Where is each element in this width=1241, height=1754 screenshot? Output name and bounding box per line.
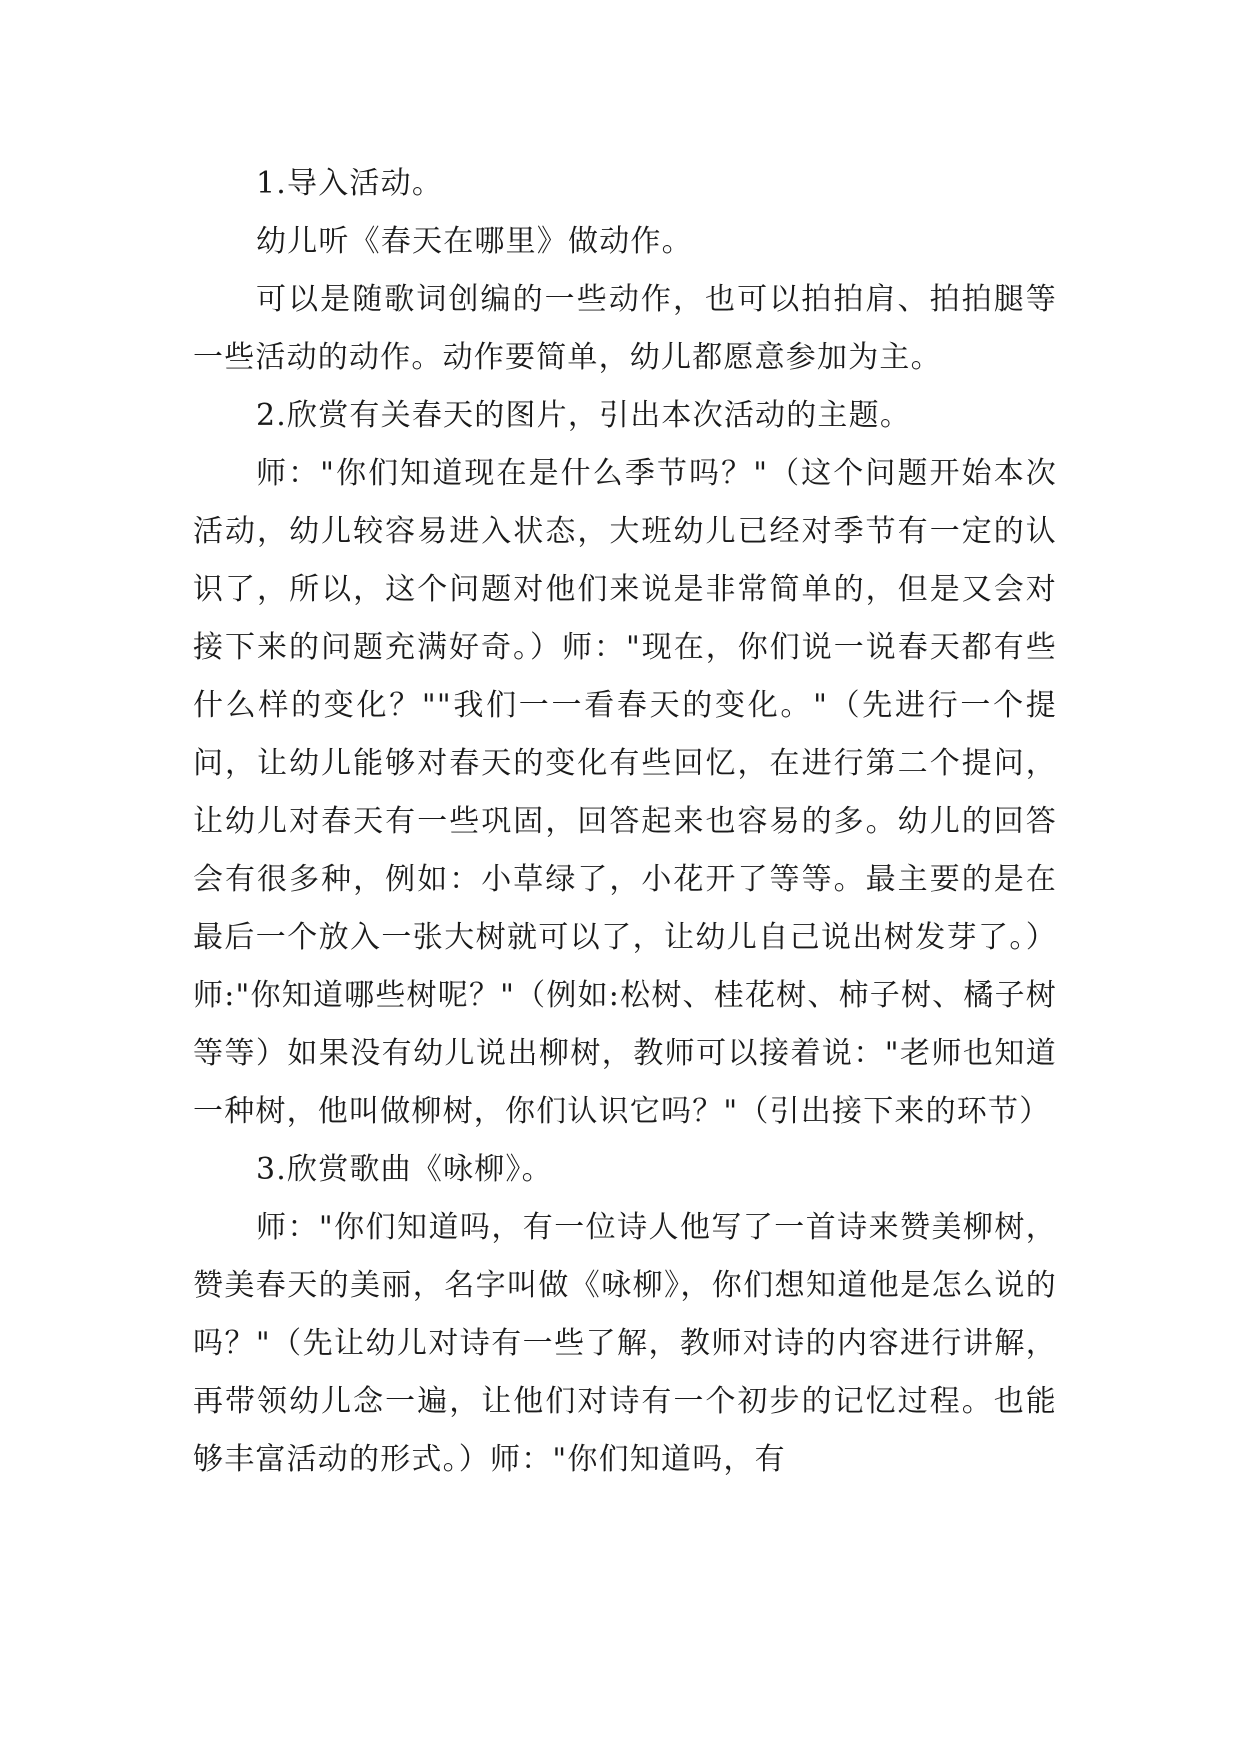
document-body (193, 155, 1057, 1489)
section-heading-3: 3.欣赏歌曲《咏柳》。 (256, 1152, 553, 1187)
paragraph-activity-intro: 幼儿听《春天在哪里》做动作。 (256, 224, 693, 259)
section-heading-2: 2.欣赏有关春天的图片，引出本次活动的主题。 (256, 398, 912, 433)
paragraph-movement-note: 可以是随歌词创编的一些动作，也可以拍拍肩、拍拍腿等一些活动的动作。动作要简单，幼儿都愿意参加为主。 (193, 282, 1057, 375)
paragraph-teacher-dialogue-1: 师："你们知道现在是什么季节吗？"（这个问题开始本次活动，幼儿较容易进入状态，大班幼儿已经对季节有一定的认识了，所以，这个问题对他们来说是非常简单的，但是又会对接下来的问题充满好奇。）师："现在，你们说一说春天都有些什么样的变化？""我们一一看春天的变化。"（先进行一个提问，让幼儿能够对春天的变化有些回忆，在进行第二个提问，让幼儿对春天有一些巩固，回答起来也容易的多。幼儿的回答会有很多种，例如：小草绿了，小花开了等等。最主要的是在最后一个放入一张大树就可以了，让幼儿自己说出树发芽了。）师:"你知道哪些树呢？"（例如:松树、桂花树、柿子树、橘子树等等）如果没有幼儿说出柳树，教师可以接着说："老师也知道一种树，他叫做柳树，你们认识它吗？"（引出接下来的环节） (193, 456, 1057, 1129)
paragraph-teacher-dialogue-2: 师："你们知道吗，有一位诗人他写了一首诗来赞美柳树，赞美春天的美丽，名字叫做《咏柳》，你们想知道他是怎么说的吗？"（先让幼儿对诗有一些了解，教师对诗的内容进行讲解，再带领幼儿念一遍，让他们对诗有一个初步的记忆过程。也能够丰富活动的形式。）师："你们知道吗，有 (193, 1210, 1057, 1477)
section-heading-1: 1.导入活动。 (256, 166, 444, 201)
